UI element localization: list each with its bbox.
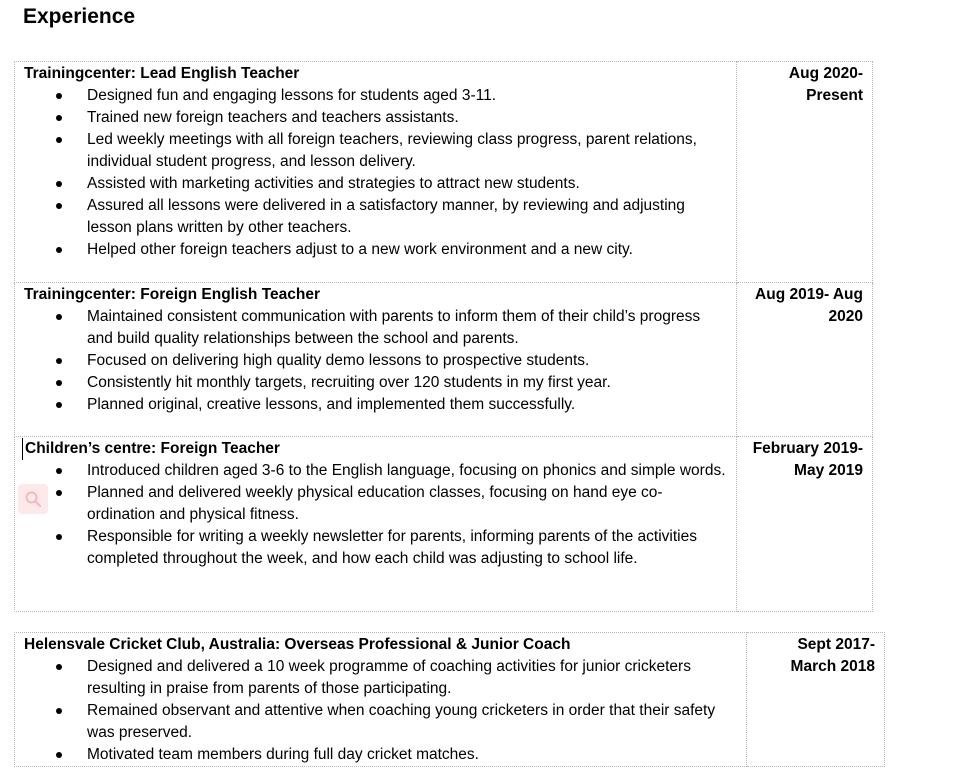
job-details-2 xyxy=(15,283,737,437)
list-item: Designed and delivered a 10 week programme of coaching activities for junior cricketers resulting in praise from parents of those participating. xyxy=(24,656,738,700)
date-end: 2020 xyxy=(828,308,863,325)
job-title: Trainingcenter: Foreign English Teacher xyxy=(24,286,320,303)
list-item: Trained new foreign teachers and teachers assistants. xyxy=(24,107,728,129)
list-item: Designed fun and engaging lessons for students aged 3-11. xyxy=(24,85,728,107)
job-bullets xyxy=(24,460,728,570)
job-date-3 xyxy=(737,437,873,612)
list-item: Focused on delivering high quality demo lessons to prospective students. xyxy=(24,350,728,372)
job-date-2 xyxy=(737,283,873,437)
date-start: Aug 2019- Aug xyxy=(755,286,863,303)
job-details-1 xyxy=(15,62,737,283)
job-table-4 xyxy=(14,632,885,767)
search-icon[interactable] xyxy=(18,484,48,514)
job-bullets xyxy=(24,306,728,416)
job-title[interactable]: Children’s centre: Foreign Teacher xyxy=(22,438,728,460)
job-details-3 xyxy=(15,437,737,612)
date-end: May 2019 xyxy=(794,462,863,479)
job-bullets xyxy=(24,656,738,766)
list-item: Planned and delivered weekly physical education classes, focusing on hand eye co-ordination and physical fitness. xyxy=(24,482,728,526)
date-end: March 2018 xyxy=(790,658,875,675)
date-start: Aug 2020- xyxy=(788,65,863,82)
date-end: Present xyxy=(806,87,863,104)
job-title: Helensvale Cricket Club, Australia: Overseas Professional & Junior Coach xyxy=(24,636,571,653)
job-date-4 xyxy=(747,633,885,767)
job-title: Trainingcenter: Lead English Teacher xyxy=(24,65,300,82)
date-start: Sept 2017- xyxy=(797,636,875,653)
list-item: Planned original, creative lessons, and implemented them successfully. xyxy=(24,394,728,416)
list-item: Introduced children aged 3-6 to the English language, focusing on phonics and simple words. xyxy=(24,460,728,482)
job-table-1 xyxy=(14,61,873,612)
date-start: February 2019- xyxy=(752,440,863,457)
list-item: Assisted with marketing activities and strategies to attract new students. xyxy=(24,173,728,195)
list-item: Remained observant and attentive when coaching young cricketers in order that their safety was preserved. xyxy=(24,700,738,744)
job-bullets xyxy=(24,85,728,261)
list-item: Consistently hit monthly targets, recruiting over 120 students in my first year. xyxy=(24,372,728,394)
list-item: Led weekly meetings with all foreign teachers, reviewing class progress, parent relations, individual student progress, and lesson delivery. xyxy=(24,129,728,173)
list-item: Responsible for writing a weekly newsletter for parents, informing parents of the activities completed throughout the week, and how each child was adjusting to school life. xyxy=(24,526,728,570)
list-item: Assured all lessons were delivered in a satisfactory manner, by reviewing and adjusting lesson plans written by other teachers. xyxy=(24,195,728,239)
list-item: Maintained consistent communication with parents to inform them of their child’s progress and build quality relationships between the school and parents. xyxy=(24,306,728,350)
job-date-1 xyxy=(737,62,873,283)
section-title: Experience xyxy=(23,5,136,28)
job-details-4 xyxy=(15,633,747,767)
list-item: Helped other foreign teachers adjust to a new work environment and a new city. xyxy=(24,239,728,261)
list-item: Motivated team members during full day cricket matches. xyxy=(24,744,738,766)
